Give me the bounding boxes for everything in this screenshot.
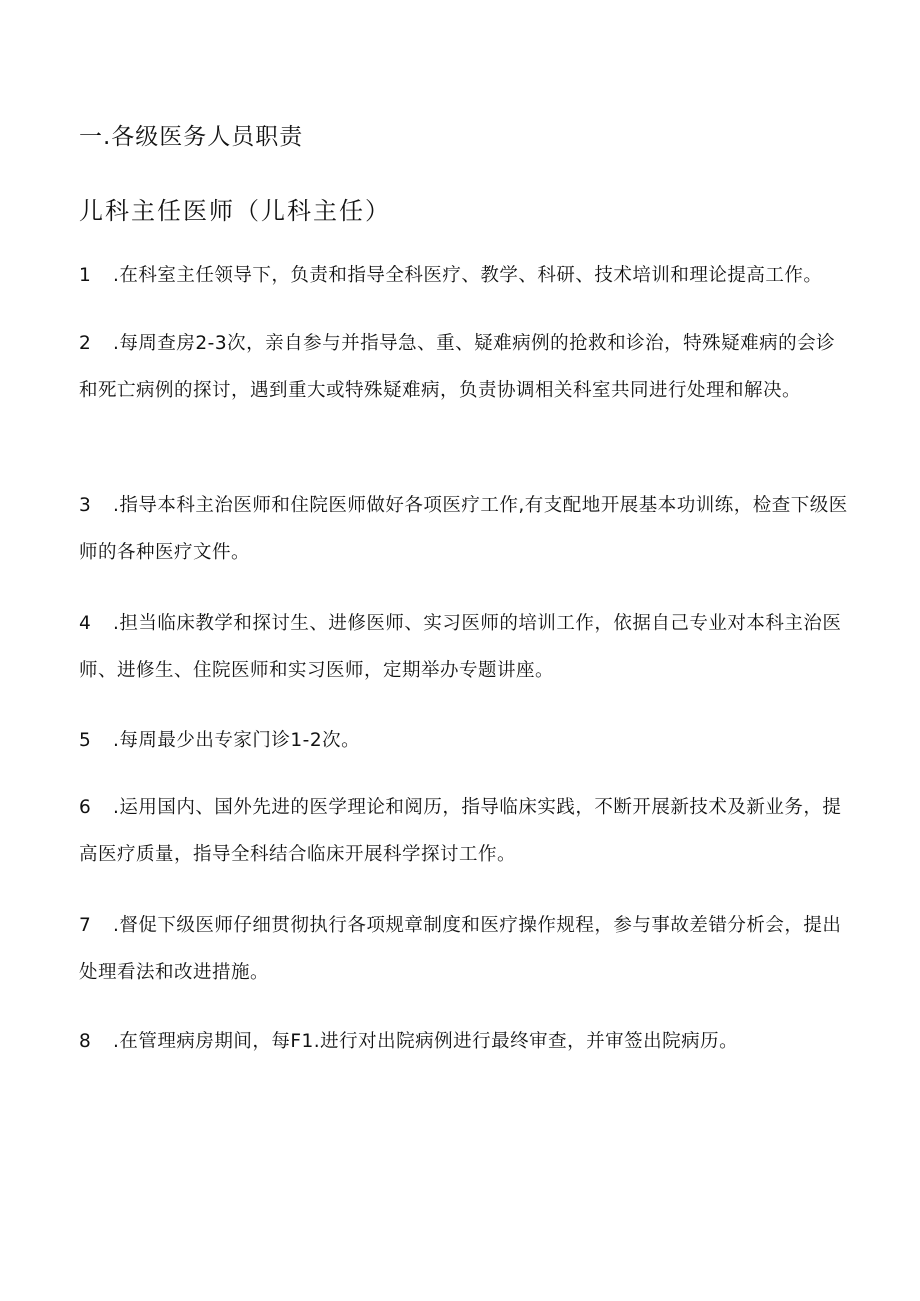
item-number: 3 [79,495,92,516]
item-number: 4 [79,613,92,634]
duty-item-2 [79,320,849,414]
item-text: .在管理病房期间，每F1.进行对出院病例进行最终审查，并审签出院病历。 [113,1031,739,1052]
duty-item-6 [79,784,849,878]
item-number: 7 [79,915,92,936]
duty-item-3 [79,482,849,576]
duty-item-8 [79,1018,849,1065]
duty-item-5 [79,717,849,764]
item-text: .指导本科主治医师和住院医师做好各项医疗工作,有支配地开展基本功训练，检查下级医师的各种医疗文件。 [79,495,848,563]
item-text: .每周查房2-3次，亲自参与并指导急、重、疑难病例的抢救和诊治，特殊疑难病的会诊和死亡病例的探讨，遇到重大或特殊疑难病，负责协调相关科室共同进行处理和解决。 [79,333,836,401]
duty-item-4 [79,600,849,694]
item-text: .担当临床教学和探讨生、进修医师、实习医师的培训工作，依据自己专业对本科主治医师、进修生、住院医师和实习医师，定期举办专题讲座。 [79,613,842,681]
item-number: 5 [79,730,92,751]
item-number: 8 [79,1031,92,1052]
page-subtitle: 儿科主任医师（儿科主任） [79,197,391,225]
item-text: .运用国内、国外先进的医学理论和阅历，指导临床实践，不断开展新技术及新业务，提高医疗质量，指导全科结合临床开展科学探讨工作。 [79,797,842,865]
item-number: 2 [79,333,92,354]
duty-item-1 [79,252,849,299]
item-number: 1 [79,265,92,286]
item-text: .督促下级医师仔细贯彻执行各项规章制度和医疗操作规程，参与事故差错分析会，提出处理看法和改进措施。 [79,915,842,983]
item-text: .每周最少出专家门诊1-2次。 [113,730,361,751]
section-title: 一.各级医务人员职责 [79,124,304,150]
item-number: 6 [79,797,92,818]
duty-item-7 [79,902,849,996]
item-text: .在科室主任领导下，负责和指导全科医疗、教学、科研、技术培训和理论提高工作。 [113,265,823,286]
